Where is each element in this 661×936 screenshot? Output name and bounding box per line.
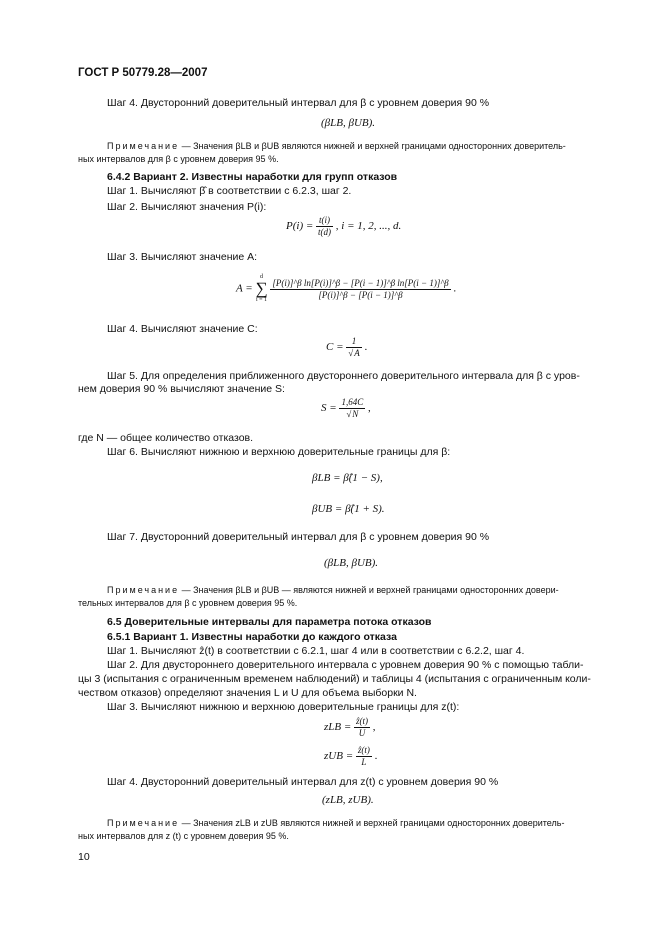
formula-z-lb: zLB = $\frac{\text{ẑ(t)}}{U}$ ,	[324, 716, 376, 738]
note-label: Примечание	[107, 585, 180, 595]
s642-step4: Шаг 4. Вычисляют значение С:	[107, 323, 258, 335]
formula-z-ub: zUB = $\frac{\text{ẑ(t)}}{L}$ .	[324, 745, 378, 767]
interval-formula: (βLB, βUB).	[321, 117, 376, 129]
note-label: Примечание	[107, 818, 180, 828]
note-1-line1: Примечание — Значения βLB и βUB являются нижней и верхней границами односторонних доверитель-	[107, 141, 566, 151]
formula-a: A = d ∑ i = 1 $\frac{\text{[P(i)]\textasciicircum{}β ln[P(i)]\textasciicircum{}β − [P(i − 1)]\textasciicircum{}β ln[P(i − 1)]\textasciicircum{}β}}{[P(i)]\^{}\beta - [P(i - 1)]\^{}\beta}$ .	[236, 274, 457, 303]
note-3-line2: ных интервалов для z (t) с уровнем доверия 95 %.	[78, 831, 289, 841]
s642-step3: Шаг 3. Вычисляют значение A:	[107, 251, 258, 263]
formula-z-lb-fraction: $\frac{\text{ẑ(t)}}{U}$	[356, 716, 369, 738]
formula-a-fraction: $\frac{\text{[P(i)]\textasciicircum{}β ln[P(i)]\textasciicircum{}β − [P(i − 1)]\textasciicircum{}β ln[P(i − 1)]\textasciicircum{}β}}{[P(i)]\^{}\beta - [P(i - 1)]\^{}\beta}$	[272, 277, 449, 300]
formula-interval-beta: (βLB, βUB).	[324, 557, 379, 569]
formula-p: P(i) = $\frac{t(i)}{t(d)}$ , i = 1, 2, ..., d.	[286, 215, 402, 237]
s651-step1: Шаг 1. Вычисляют ẑ(t) в соответствии с 6.2.1, шаг 4 или в соответствии с 6.2.2, шаг 4.	[107, 645, 525, 657]
s651-step3: Шаг 3. Вычисляют нижнюю и верхнюю доверительные границы для z(t):	[107, 701, 460, 713]
s651-step2-line1: Шаг 2. Для двустороннего доверительного интервала с уровнем доверия 90 % с помощью табли-	[107, 659, 584, 671]
s642-step5-line1: Шаг 5. Для определения приближенного двустороннего доверительного интервала для β с уров-	[107, 370, 580, 382]
where-clause: где N — общее количество отказов.	[78, 432, 254, 444]
formula-s: S = $\frac{1,64C}{√N}$ ,	[321, 397, 371, 419]
formula-beta-lb: βLB = β̂(1 − S),	[312, 472, 383, 484]
formula-z-ub-fraction: $\frac{\text{ẑ(t)}}{L}$	[357, 745, 370, 767]
note-label: Примечание	[107, 141, 180, 151]
note-1-line2: ных интервалов для β с уровнем доверия 95 %.	[78, 154, 279, 164]
step4-text: Шаг 4. Двусторонний доверительный интервал для β с уровнем доверия 90 %	[107, 97, 490, 109]
s642-step1: Шаг 1. Вычисляют β̂ в соответствии с 6.2.3, шаг 2.	[107, 185, 352, 197]
s651-step2-line2: цы 3 (испытания с ограниченным временем наблюдений) и таблицы 4 (испытания с ограниченным коли-	[78, 673, 591, 685]
sum-sign: d ∑ i = 1	[255, 274, 268, 303]
page-header: ГОСТ Р 50779.28—2007	[78, 67, 208, 79]
s642-step5-line2: нем доверия 90 % вычисляют значение S:	[78, 383, 285, 395]
formula-c-fraction: $\frac{1}{√A}$	[348, 336, 360, 358]
formula-beta-ub: βUB = β̂(1 + S).	[312, 503, 385, 515]
formula-c: C = $\frac{1}{√A}$ .	[326, 336, 368, 358]
s651-step2-line3: чеством отказов) определяют значения L и U для объема выборки N.	[78, 687, 417, 699]
section-6-5-1-heading: 6.5.1 Вариант 1. Известны наработки до каждого отказа	[107, 631, 397, 643]
formula-s-fraction: $\frac{1,64C}{√N}$	[341, 397, 364, 419]
section-6-5-heading: 6.5 Доверительные интервалы для параметра потока отказов	[107, 616, 432, 628]
s651-step4: Шаг 4. Двусторонний доверительный интервал для z(t) с уровнем доверия 90 %	[107, 776, 499, 788]
note-2-line1: Примечание — Значения βLB и βUB — являются нижней и верхней границами односторонних довери-	[107, 585, 559, 595]
s642-step6: Шаг 6. Вычисляют нижнюю и верхнюю доверительные границы для β:	[107, 446, 451, 458]
formula-p-fraction: $\frac{t(i)}{t(d)}$	[318, 215, 332, 237]
page-number: 10	[78, 851, 90, 863]
s642-step2: Шаг 2. Вычисляют значения P(i):	[107, 201, 267, 213]
note-2-line2: тельных интервалов для β с уровнем доверия 95 %.	[78, 598, 298, 608]
note-3-line1: Примечание — Значения zLB и zUB являются нижней и верхней границами односторонних доверитель-	[107, 818, 565, 828]
section-6-4-2-heading: 6.4.2 Вариант 2. Известны наработки для групп отказов	[107, 171, 398, 183]
formula-interval-z: (zLB, zUB).	[322, 794, 374, 806]
s642-step7: Шаг 7. Двусторонний доверительный интервал для β с уровнем доверия 90 %	[107, 531, 490, 543]
